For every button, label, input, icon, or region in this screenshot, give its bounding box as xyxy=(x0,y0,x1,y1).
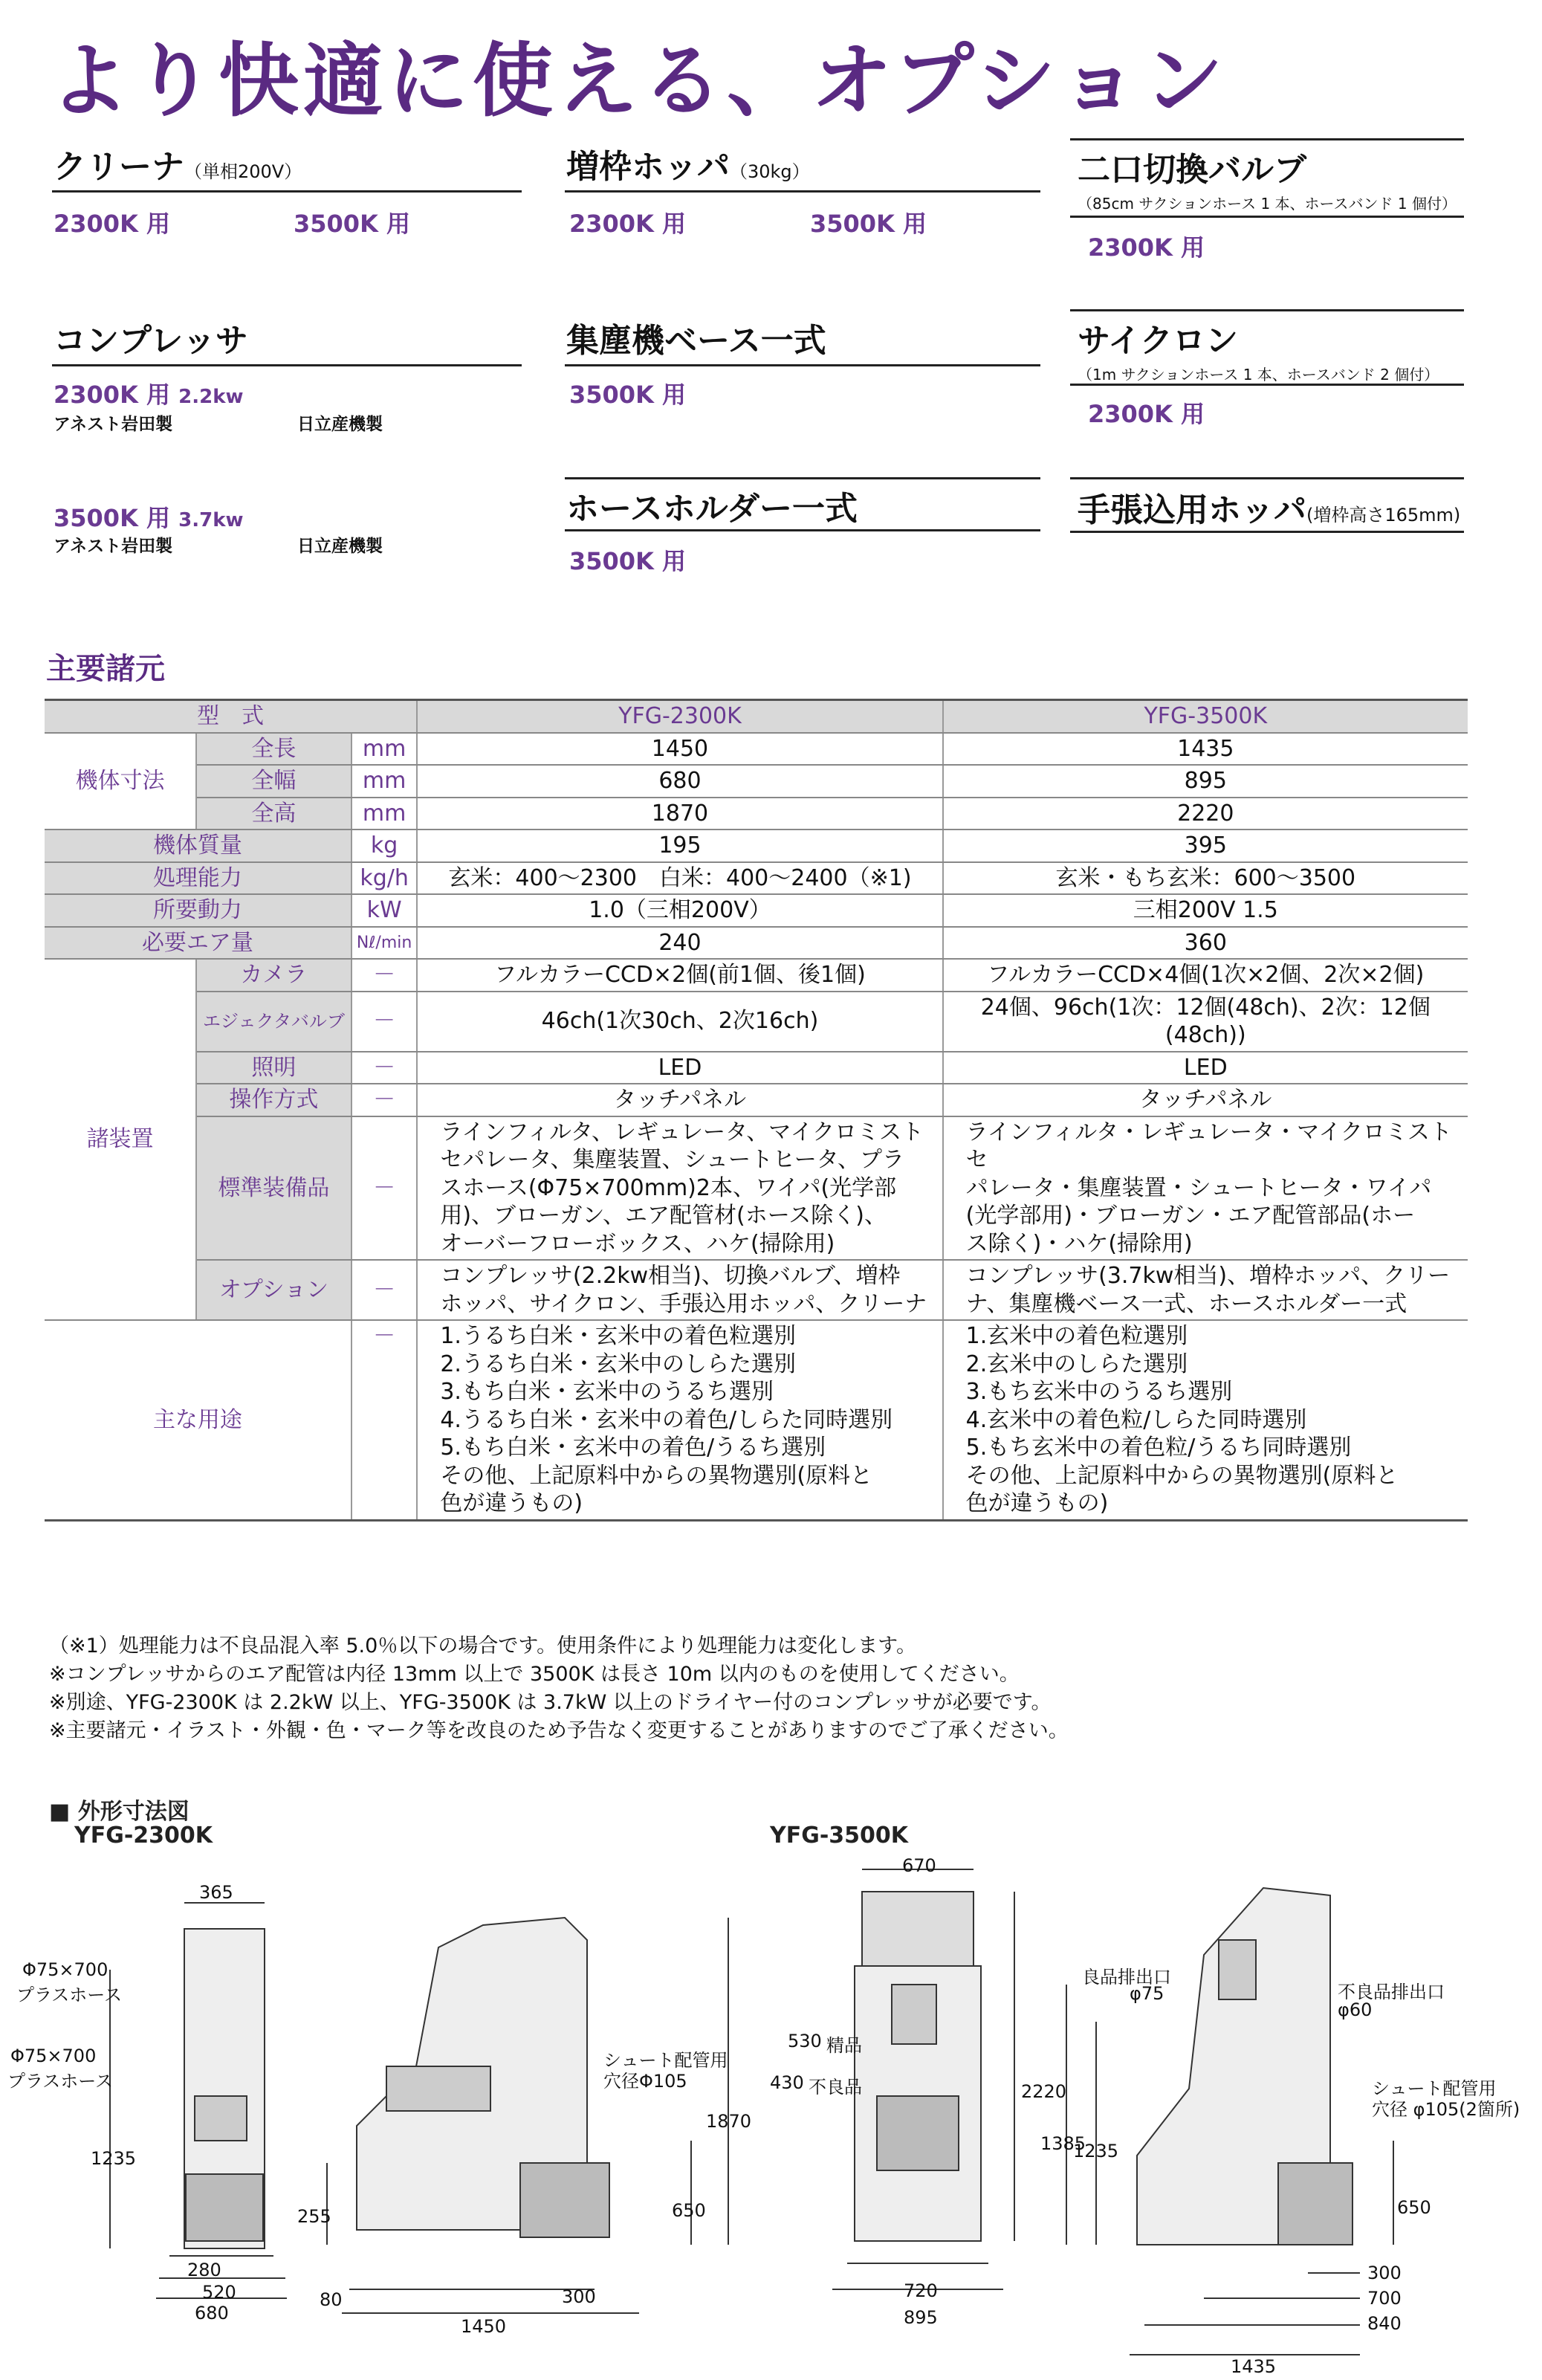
option-name: 増枠ホッパ xyxy=(566,148,730,186)
dim-label: 1385 xyxy=(1040,2133,1086,2154)
row-label: オプション xyxy=(196,1260,352,1320)
unit: － xyxy=(352,1052,417,1084)
table-row xyxy=(45,1084,1468,1116)
header-model-1: YFG-2300K xyxy=(417,700,942,733)
power-label: 2.2kw xyxy=(178,386,244,408)
option-spec: （単相200V） xyxy=(184,161,302,182)
table-row xyxy=(45,798,1468,830)
dim-label: 365 xyxy=(199,1882,233,1903)
option-spec: (増枠高さ165mm) xyxy=(1306,505,1461,526)
dim-label: 255 xyxy=(297,2206,331,2227)
option-name: サイクロン xyxy=(1078,322,1239,360)
value-1: 195 xyxy=(417,830,942,862)
dim-label: プラスホース xyxy=(16,1985,123,2005)
unit: － xyxy=(352,1260,417,1320)
dim-label: プラスホース xyxy=(7,2071,114,2092)
value-1: 46ch(1次30ch、2次16ch) xyxy=(417,992,942,1052)
option-hand-hopper xyxy=(1078,483,1460,531)
row-label: 操作方式 xyxy=(196,1084,352,1116)
row-label: 全長 xyxy=(196,733,352,766)
value-1: タッチパネル xyxy=(417,1084,942,1116)
value-1: 1450 xyxy=(417,733,942,766)
value-2: LED xyxy=(943,1052,1468,1084)
dim-label: 680 xyxy=(195,2303,229,2324)
dim-label: 430 xyxy=(770,2072,804,2093)
text-line: 色が違うもの) xyxy=(440,1490,583,1516)
option-compressor xyxy=(54,314,248,361)
table-row xyxy=(45,733,1468,766)
maker-label: アネスト岩田製 xyxy=(54,415,173,434)
dim-label: 520 xyxy=(202,2282,236,2303)
note-line: ※別途、YFG-2300K は 2.2kW 以上、YFG-3500K は 3.7kW 以上のドライヤー付のコンプレッサが必要です。 xyxy=(49,1691,1052,1714)
value-2: 三相200V 1.5 xyxy=(943,894,1468,927)
dim-label: φ75 xyxy=(1130,1983,1164,2004)
divider xyxy=(1070,216,1464,218)
value-2: 1435 xyxy=(943,733,1468,766)
unit: kW xyxy=(352,894,417,927)
table-row xyxy=(45,1320,1468,1520)
option-hose-holder xyxy=(566,482,858,529)
divider xyxy=(1070,138,1464,140)
option-dust-base xyxy=(566,314,826,361)
model-label: 3500K 用 xyxy=(569,547,687,575)
dim-label: 80 xyxy=(320,2289,343,2310)
option-name: 手張込用ホッパ xyxy=(1078,491,1306,529)
dim-label: 不良品排出口 xyxy=(1338,1982,1445,2002)
option-valve xyxy=(1078,143,1457,213)
model-label: 3500K 用 xyxy=(810,210,927,238)
text-line: 3.もち玄米中のうるち選別 xyxy=(965,1379,1233,1405)
text-line: セパレータ、集塵装置、シュートヒータ、プラ xyxy=(440,1147,904,1173)
text-line: スホース(Φ75×700mm)2本、ワイパ(光学部 xyxy=(440,1174,897,1201)
value-2: フルカラーCCD×4個(1次×2個、2次×2個) xyxy=(943,959,1468,992)
unit: － xyxy=(352,1084,417,1116)
option-name: ホースホルダー一式 xyxy=(566,490,858,528)
dim-label: 精品 xyxy=(826,2035,862,2056)
value-2 xyxy=(943,1320,1468,1520)
text-line: 色が違うもの) xyxy=(965,1490,1109,1516)
value-2: 玄米・もち玄米：600〜3500 xyxy=(943,862,1468,895)
dim-label: 280 xyxy=(187,2260,221,2280)
text-line: 用)、ブローガン、エア配管材(ホース除く)、 xyxy=(440,1203,887,1229)
text-line: ス除く)・ハケ(掃除用) xyxy=(965,1230,1193,1257)
option-cyclone xyxy=(1078,314,1439,384)
value-2: 395 xyxy=(943,830,1468,862)
text-line: コンプレッサ(3.7kw相当)、増枠ホッパ、クリー xyxy=(965,1263,1451,1289)
value-2 xyxy=(943,1260,1468,1320)
model-label: 2300K 用 xyxy=(1088,233,1205,262)
divider xyxy=(1070,384,1464,386)
table-row xyxy=(45,959,1468,992)
text-line: コンプレッサ(2.2kw相当)、切換バルブ、増枠 xyxy=(440,1263,901,1289)
text-line: 3.もち白米・玄米中のうるち選別 xyxy=(440,1379,774,1405)
model-label: 3500K 用 xyxy=(569,381,687,409)
divider xyxy=(565,190,1040,193)
page-title: より快適に使える、オプション xyxy=(49,35,1228,128)
row-label: 処理能力 xyxy=(45,862,352,895)
dim-label: 840 xyxy=(1367,2313,1402,2334)
maker-label: 日立産機製 xyxy=(297,415,383,434)
value-1 xyxy=(417,1260,942,1320)
text-line: 2.うるち白米・玄米中のしらた選別 xyxy=(440,1351,796,1377)
value-1: 680 xyxy=(417,765,942,798)
maker-label: 日立産機製 xyxy=(297,537,383,556)
dim-label: シュート配管用 xyxy=(1372,2078,1497,2099)
group-label: 諸装置 xyxy=(45,959,196,1320)
value-1: LED xyxy=(417,1052,942,1084)
text-line: 5.もち玄米中の着色粒/うるち同時選別 xyxy=(965,1435,1352,1461)
row-label: 主な用途 xyxy=(45,1320,352,1520)
option-spec: （30kg） xyxy=(730,161,810,182)
table-row xyxy=(45,862,1468,895)
dim-label: 650 xyxy=(1397,2197,1431,2218)
table-header-row xyxy=(45,700,1468,733)
row-label: 全幅 xyxy=(196,765,352,798)
unit: － xyxy=(352,1116,417,1261)
row-label: カメラ xyxy=(196,959,352,992)
row-label: 照明 xyxy=(196,1052,352,1084)
row-label: 標準装備品 xyxy=(196,1116,352,1261)
divider xyxy=(52,364,522,366)
drawing-model-1: YFG-2300K xyxy=(74,1823,213,1849)
option-name: 集塵機ベース一式 xyxy=(566,322,826,360)
dim-label: 2220 xyxy=(1021,2081,1067,2102)
drawing-model-2: YFG-3500K xyxy=(770,1823,909,1849)
model-label: 2300K 用 xyxy=(1088,400,1205,428)
dim-label: 530 xyxy=(788,2031,822,2051)
text-line: 4.玄米中の着色粒/しらた同時選別 xyxy=(965,1406,1307,1433)
header-model-2: YFG-3500K xyxy=(943,700,1468,733)
drawing-section-title: ■ 外形寸法図 xyxy=(49,1799,189,1825)
unit: kg/h xyxy=(352,862,417,895)
dim-label: 720 xyxy=(904,2280,938,2301)
divider xyxy=(565,477,1040,479)
dim-label: Φ75×700 xyxy=(10,2046,97,2066)
text-line: 5.もち白米・玄米中の着色/うるち選別 xyxy=(440,1435,826,1461)
divider xyxy=(565,364,1040,366)
note-line: ※コンプレッサからのエア配管は内径 13mm 以上で 3500K は長さ 10m 以内のものを使用してください。 xyxy=(49,1663,1020,1686)
dim-label: 700 xyxy=(1367,2288,1402,2309)
option-note: （85cm サクションホース 1 本、ホースバンド 1 個付） xyxy=(1078,195,1457,213)
model-label: 2300K 用 xyxy=(54,210,171,238)
notes xyxy=(49,1632,1069,1745)
value-2: 2220 xyxy=(943,798,1468,830)
text-line: ホッパ、サイクロン、手張込用ホッパ、クリーナ xyxy=(440,1290,927,1317)
table-row xyxy=(45,927,1468,960)
table-row xyxy=(45,894,1468,927)
dim-label: 1450 xyxy=(461,2316,507,2337)
value-1: 240 xyxy=(417,927,942,960)
row-label: エジェクタバルブ xyxy=(196,992,352,1052)
text-line: ラインフィルタ・レギュレータ・マイクロミストセ xyxy=(965,1119,1452,1173)
unit: kg xyxy=(352,830,417,862)
divider xyxy=(1070,531,1464,533)
row-label: 所要動力 xyxy=(45,894,352,927)
table-row xyxy=(45,765,1468,798)
value-2: 24個、96ch(1次：12個(48ch)、2次：12個(48ch)) xyxy=(943,992,1468,1052)
dim-label: 1870 xyxy=(706,2111,752,2132)
power-label: 3.7kw xyxy=(178,509,244,531)
row-label: 全高 xyxy=(196,798,352,830)
machine-3500-front xyxy=(862,1892,974,1966)
divider xyxy=(52,190,522,193)
dim-label: 895 xyxy=(904,2307,938,2328)
maker-label: アネスト岩田製 xyxy=(54,537,173,556)
table-row xyxy=(45,1260,1468,1320)
value-2: タッチパネル xyxy=(943,1084,1468,1116)
text-line: (光学部用)・ブローガン・エア配管部品(ホー xyxy=(965,1203,1416,1229)
value-1 xyxy=(417,1320,942,1520)
dim-label: 1435 xyxy=(1231,2356,1277,2377)
text-line: 2.玄米中のしらた選別 xyxy=(965,1351,1188,1377)
text-line: ラインフィルタ、レギュレータ、マイクロミスト xyxy=(440,1119,924,1145)
row-label: 機体質量 xyxy=(45,830,352,862)
option-hopper xyxy=(566,140,810,187)
option-name: クリーナ xyxy=(54,148,184,186)
text-line: オーバーフローボックス、ハケ(掃除用) xyxy=(440,1230,835,1257)
table-row xyxy=(45,1052,1468,1084)
spec-table xyxy=(45,699,1468,1522)
text-line: 4.うるち白米・玄米中の着色/しらた同時選別 xyxy=(440,1406,893,1433)
value-1: 1870 xyxy=(417,798,942,830)
dim-label: φ60 xyxy=(1338,1999,1373,2020)
dim-label: 穴径Φ105 xyxy=(603,2071,687,2092)
divider xyxy=(1070,477,1464,479)
table-row xyxy=(45,1116,1468,1261)
dim-label: 300 xyxy=(562,2286,596,2307)
header-type: 型 式 xyxy=(45,700,417,733)
option-name: コンプレッサ xyxy=(54,322,248,360)
model-label: 3500K 用 xyxy=(54,504,171,532)
text-line: ナ、集塵機ベース一式、ホースホルダー一式 xyxy=(965,1290,1407,1317)
unit: mm xyxy=(352,733,417,766)
option-cleaner xyxy=(54,140,302,187)
divider xyxy=(1070,309,1464,311)
dim-label: 良品排出口 xyxy=(1082,1967,1171,1988)
note-line: （※1）処理能力は不良品混入率 5.0％以下の場合です。使用条件により処理能力は変化します。 xyxy=(49,1634,917,1658)
unit: － xyxy=(352,959,417,992)
value-1: フルカラーCCD×2個(前1個、後1個) xyxy=(417,959,942,992)
row-label: 必要エア量 xyxy=(45,927,352,960)
text-line: パレータ・集塵装置・シュートヒータ・ワイパ xyxy=(965,1174,1432,1201)
model-label: 2300K 用 xyxy=(54,381,171,409)
value-2: 360 xyxy=(943,927,1468,960)
unit: mm xyxy=(352,798,417,830)
dim-label: 不良品 xyxy=(809,2077,862,2098)
unit: mm xyxy=(352,765,417,798)
table-row xyxy=(45,992,1468,1052)
unit: － xyxy=(352,1320,417,1520)
dim-label: 300 xyxy=(1367,2263,1402,2283)
text-line: その他、上記原料中からの異物選別(原料と xyxy=(440,1462,873,1489)
table-row xyxy=(45,830,1468,862)
model-label: 3500K 用 xyxy=(294,210,411,238)
divider xyxy=(565,529,1040,531)
option-name: 二口切換バルブ xyxy=(1078,151,1306,189)
unit: － xyxy=(352,992,417,1052)
value-1 xyxy=(417,1116,942,1261)
dim-label: 670 xyxy=(902,1855,936,1876)
dim-label: 650 xyxy=(672,2200,706,2221)
model-label: 2300K 用 xyxy=(569,210,687,238)
spec-title: 主要諸元 xyxy=(46,652,165,686)
dim-label: 1235 xyxy=(91,2148,137,2169)
value-2: 895 xyxy=(943,765,1468,798)
option-note: （1m サクションホース 1 本、ホースバンド 2 個付） xyxy=(1078,366,1439,384)
dim-label: Φ75×700 xyxy=(22,1959,108,1980)
dim-label: 穴径 φ105(2箇所) xyxy=(1372,2099,1520,2120)
value-1: 玄米：400〜2300 白米：400〜2400（※1) xyxy=(417,862,942,895)
dim-label: シュート配管用 xyxy=(603,2050,728,2071)
text-line: その他、上記原料中からの異物選別(原料と xyxy=(965,1462,1399,1489)
text-line: 1.うるち白米・玄米中の着色粒選別 xyxy=(440,1323,796,1349)
value-1: 1.0（三相200V） xyxy=(417,894,942,927)
unit: Nℓ/min xyxy=(352,927,417,960)
note-line: ※主要諸元・イラスト・外観・色・マーク等を改良のため予告なく変更することがありますのでご了承ください。 xyxy=(49,1719,1069,1742)
value-2 xyxy=(943,1116,1468,1261)
text-line: 1.玄米中の着色粒選別 xyxy=(965,1323,1188,1349)
dim-label: 1235 xyxy=(1073,2141,1119,2161)
group-label: 機体寸法 xyxy=(45,733,196,830)
